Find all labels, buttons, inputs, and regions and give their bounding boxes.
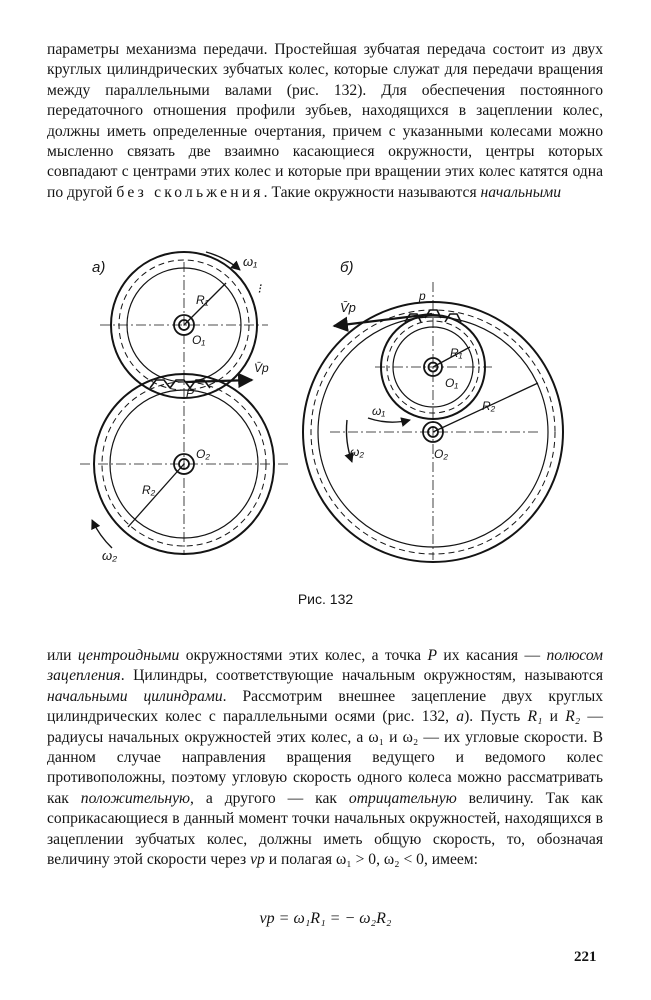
label-r1-a: R₁ — [196, 293, 209, 307]
formula: vp = ω₁R₁ = − ω₂R₂ — [259, 910, 392, 927]
page-number: 221 — [574, 949, 597, 965]
label-r2-b: R₂ — [482, 399, 496, 413]
omega1-arrow-a — [206, 252, 240, 270]
text-paragraph-bottom: или центроидными окружностями этих колес, а точка P их касания — полюсом зацепления. Цилиндры, соответствующие начальным окружностям, называются начальными цилиндрами. Рассмотрим внешнее зацепление двух круглых цилиндрических колес с параллельными осями (рис. 132, а). Пусть R₁ и R₂ — радиусы начальных окружностей этих колес, а ω₁ и ω₂ — их угловые скорости. В данном случае направления вращения ведущего и ведомого колес противоположны, поэтому угловую скорость одного колеса можно рассматривать как положительную, а другого — как отрицательную величину. Так как соприкасающиеся в данный момент точки начальных окружностей, находящихся в зацеплении зубчатых колес, должны иметь общую скорость, то, обозначая величину этой скорости через vp и полагая ω₁ > 0, ω₂ < 0, имеем: — [47, 647, 603, 869]
radius-r2-a — [128, 464, 184, 527]
diagram-a-labels — [92, 254, 269, 563]
diagram-b — [303, 282, 563, 562]
omega2-arrow-a — [92, 520, 112, 548]
label-omega1-a: ω₁ — [243, 254, 258, 269]
figure-132 — [0, 240, 651, 590]
label-omega2-a: ω₂ — [102, 548, 118, 563]
label-o1-a: O₁ — [192, 333, 206, 347]
label-b: б) — [340, 259, 354, 276]
label-omega2-b: ω₂ — [350, 445, 364, 459]
figure-caption: Рис. 132 — [297, 591, 354, 607]
label-o2-b: O₂ — [434, 447, 448, 461]
label-o1-b: O₁ — [445, 376, 459, 390]
label-p-a: P — [186, 386, 195, 400]
label-vp-b: V̄p — [340, 300, 356, 315]
omega1-arrow-b — [368, 418, 410, 422]
label-omega1-b: ω₁ — [372, 404, 386, 418]
diagram-a — [80, 252, 290, 555]
text-paragraph-top: параметры механизма передачи. Простейшая зубчатая передача состоит из двух круглых цилиндрических зубчатых колес, которые служат для передачи вращения между параллельными валами (рис. 132). Для обеспечения постоянного передаточного отношения профили зубьев, находящихся в зацеплении колес, должны иметь определенные очертания, причем с указанными колесами можно мысленно связать две взаимно касающиеся окружности, центры которых совпадают с центрами этих колес и которые при вращении этих колес катятся одна по другой без скольжения. Такие окружности называются начальными — [47, 41, 603, 201]
label-vp-a: V̄p — [254, 361, 269, 375]
label-r2-a: R₂ — [142, 483, 156, 497]
mark-a: ⁝ — [258, 281, 263, 296]
label-o2-a: O₂ — [196, 447, 210, 461]
label-r1-b: R₁ — [450, 346, 463, 360]
label-a: а) — [92, 259, 106, 276]
label-p-b: p — [419, 289, 426, 303]
